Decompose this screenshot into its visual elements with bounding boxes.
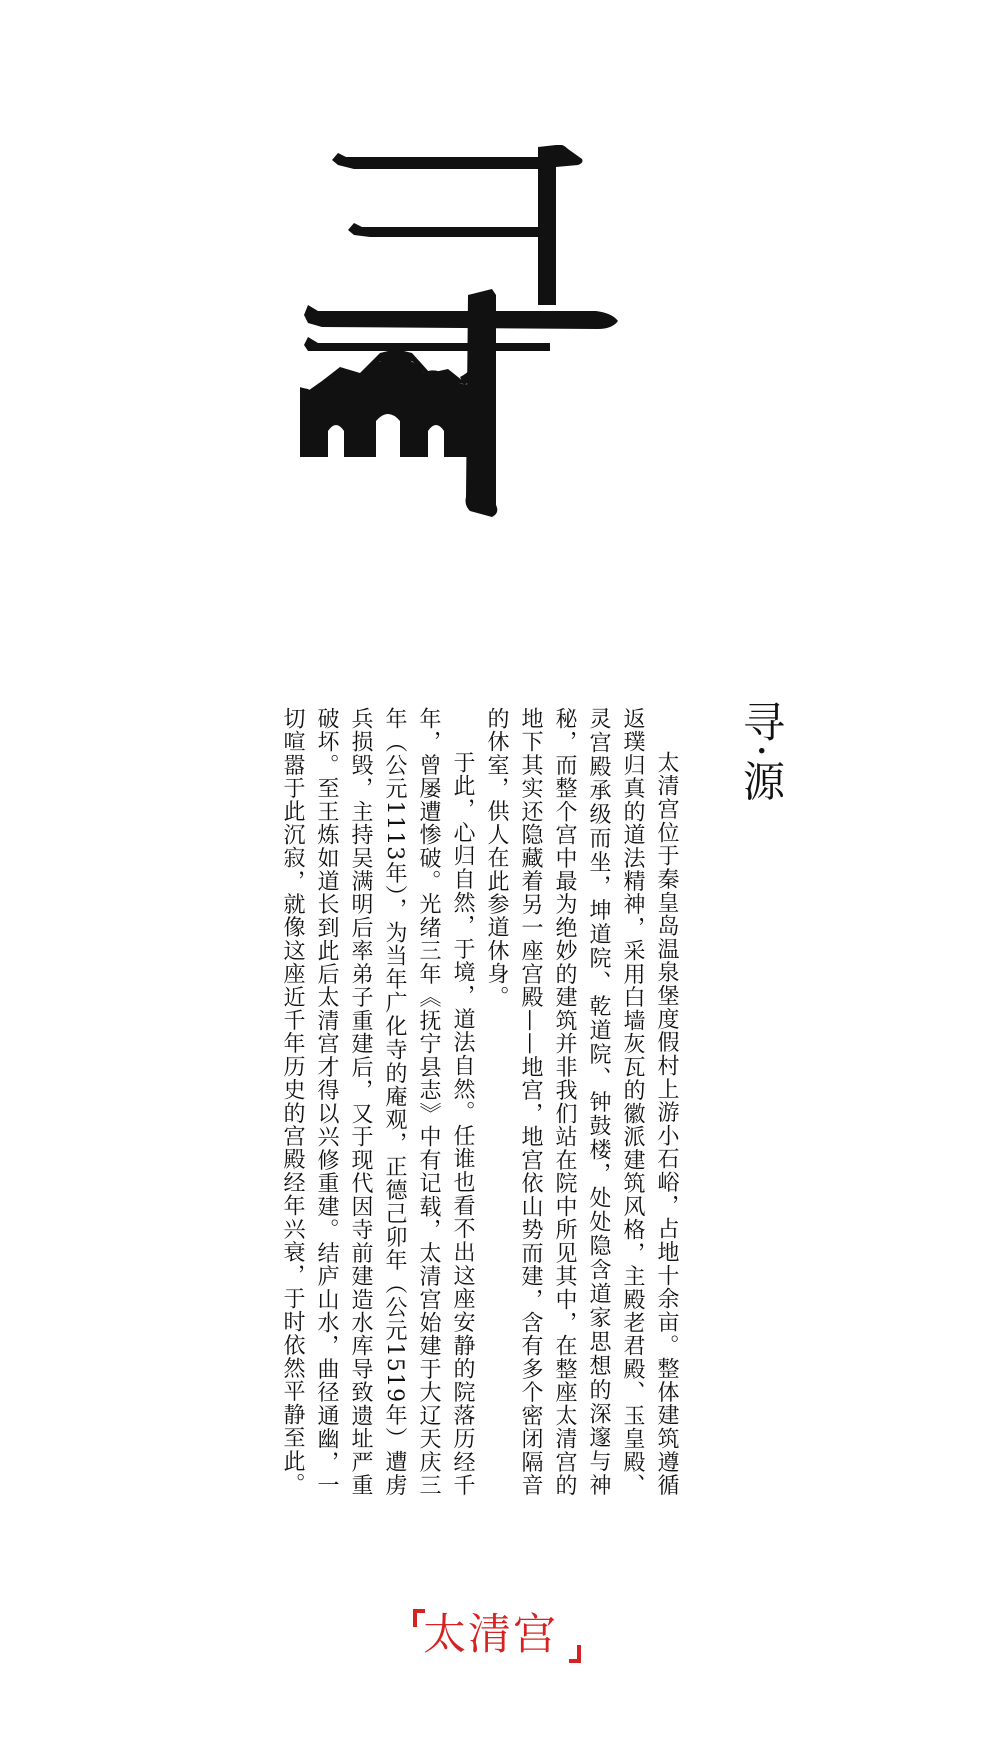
glyph-stroke-vertical-upper [538,145,556,305]
section-title [735,700,787,803]
seal-text: 太清宫 [423,1610,558,1660]
brand-seal [405,1605,591,1667]
section-title-char-1: 寻 [737,700,786,744]
hero-glyph-xun [300,145,720,595]
glyph-stroke-main-vertical [466,289,498,517]
body-text [275,707,683,1497]
seal-bracket-right [569,1645,581,1663]
section-title-char-2: 源 [737,759,786,804]
section-title-dot: · [737,744,786,760]
body-paragraph-1: 太清宫位于秦皇岛温泉堡度假村上游小石峪，占地十余亩。整体建筑遵循返璞归真的道法精神，采用白墙灰瓦的徽派建筑风格，主殿老君殿、玉皇殿、灵宫殿承级而坐，坤道院、乾道院、钟鼓楼，处处隐含道家思想的深邃与神秘，而整个宫中最为绝妙的建筑并非我们站在院中所见其中，在整座太清宫的地下其实还隐藏着另一座宫殿——地宫，地宫依山势而建，含有多个密闭隔音的休室，供人在此参道休身。 [484,707,679,1497]
glyph-stroke-lower-bar [304,305,618,329]
glyph-stroke-lower-bar-2 [304,337,550,351]
glyph-stroke-middle [348,223,550,237]
glyph-stroke-hook [556,145,583,167]
temple-gate-icon [300,349,480,457]
glyph-stroke-top [332,153,550,169]
body-paragraph-2: 于此，心归自然，于境，道法自然。任谁也看不出这座安静的院落历经千年，曾屡遭惨破。光绪三年《抚宁县志》中有记载，太清宫始建于大辽天庆三年（公元1113年），为当年广化寺的庵观，正德己卯年（公元1519年）遭虏兵损毁，主持吴满明后率弟子重建后，又于现代因寺前建造水库导致遗址严重破坏。至王炼如道长到此后太清宫才得以兴修重建。结庐山水，曲径通幽，一切喧嚣于此沉寂，就像这座近千年历史的宫殿经年兴衰，于时依然平静至此。 [280,707,475,1497]
hero-glyph-svg [300,145,720,595]
